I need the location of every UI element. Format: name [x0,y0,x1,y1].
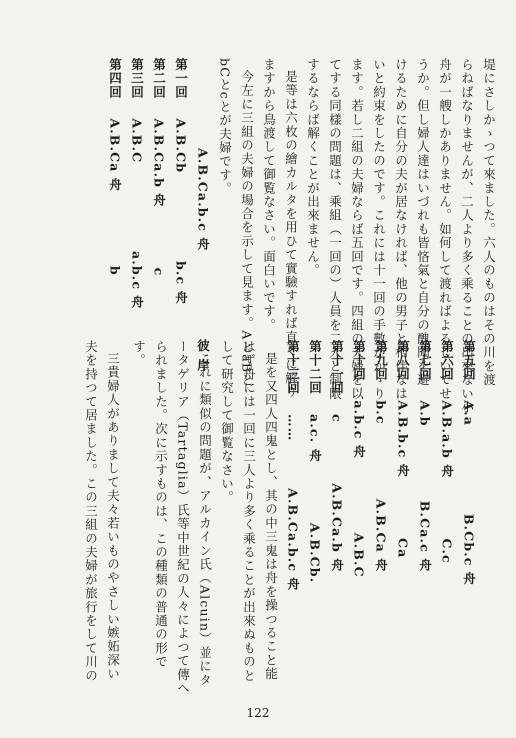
crossing-table-row: 第十回 a.b.c 舟 A.B.C [351,340,367,578]
text-column: す。 [131,340,147,368]
crossing-table-row: 第四回 A.B.Ca 舟 b [107,58,123,276]
crossing-table-row: 第五回 A.a B.Cb.c 舟 [461,340,477,586]
text-column: bCとcとが夫婦です。 [217,58,233,196]
text-column: 今左に三組の夫婦の場合を示して見ます。AとaBと [239,70,255,387]
crossing-table-row: A.B.Ca.b.c 舟 彼 岸 [195,148,211,373]
page-number: 122 [246,706,270,720]
text-column: ますから鳥渡して御覧なさい。面白いです。 [261,58,277,332]
text-column: られました。次に示すものは、この種類の普通の形で [153,340,169,669]
crossing-table-row: 第十一回 c A.B.Ca.b 舟 [329,340,345,573]
text-column: するならば解くことが出來ません。 [305,58,321,278]
text-column: 是等は六枚の繪カルタを用ひて實驗すれば直ぐに解り [283,70,299,399]
text-column: らねばなりませんが、二人より多く乘ることの出來ない小 [459,58,475,415]
crossing-table-row: 第十三回 …… A.B.Ca.b.c 舟 [285,340,301,592]
crossing-table-row: 第九回 b.c A.B.Ca 舟 [373,340,389,573]
text-column: うか。但し婦人達はいづれも皆悋氣と自分の醜聞を避 [415,58,431,387]
crossing-table-row: 第二回 A.B.Ca.b 舟 c [151,58,167,277]
text-column: ます。若し二組の夫婦ならば五回です。四組の夫婦を以 [349,58,365,401]
text-column: 是を又四人四鬼とし、其の中三鬼は舟を操つること能 [263,352,279,681]
text-column: して研究して御覧なさい。 [219,340,235,505]
crossing-table-row: 第八回 A.B.b.c 舟 Ca [395,340,411,559]
text-column: いと約束をしたのです。これには十一回の手數がかゝり [371,58,387,401]
crossing-table-row: 第七回 A.b B.Ca.c 舟 [417,340,433,573]
text-column: ータゲリア（Tartaglia）氏等中世紀の人々によつて傳へ [175,340,191,696]
text-column: 夫を持つて居ました。この三組の夫婦が旅行をして川の [83,340,99,683]
crossing-table-row: 第六回 A.B.a.b 舟 C.c [439,340,455,564]
crossing-table-row: 第十二回 a.c. 舟 A.B.Cb. [307,340,323,584]
text-column: 舟が一艘しかありません。如何して渡ればよろしいでせ [437,58,453,401]
text-column: てする同樣の問題は、乘組（一回の）人員を二人と制限 [327,58,343,401]
crossing-table-row: 第三回 A.B.C a.b.c 舟 [129,58,145,310]
text-column: はず舟には一回に三人より多く乘ることが出來ぬものと [241,340,257,683]
text-column: 堤にさしかゝつて來ました。六人のものはその川を渡 [481,58,497,387]
text-column: 三貴婦人がありまして夫々若いものやさしい嫉妬深い [105,352,121,681]
crossing-table-row: 第一回 A.B.Cb b.c 舟 [173,58,189,305]
text-column: これに類似の問題が、アルカイン氏（Alcuin）並にタ [197,352,213,688]
text-column: けるために自分の夫が居なければ、他の男子と相伴なは [393,58,409,401]
